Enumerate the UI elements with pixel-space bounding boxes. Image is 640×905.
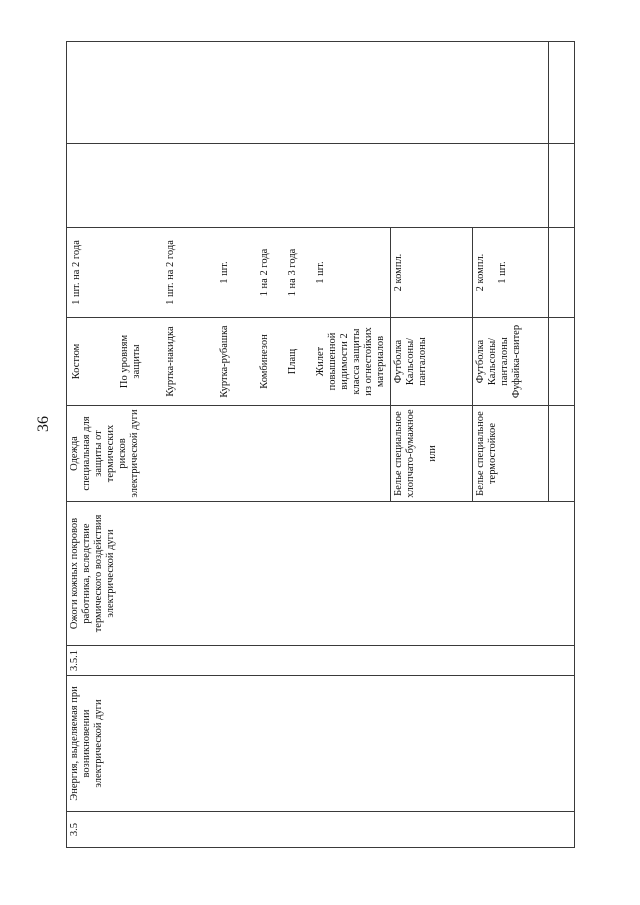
item-name: Куртка-рубашка [219,325,230,398]
underwear-items-cell [473,318,549,406]
norm-value: 1 на 3 года [287,248,298,297]
empty-cell [67,42,549,144]
row-number-cell [67,812,575,848]
underwear-type-cell [391,406,473,502]
norm-value: 1 шт. [315,261,326,284]
ppe-type-text: Одежда специальная для защиты от термических рисков электрической дуги [69,409,141,498]
underwear-type-cell [473,406,549,502]
underwear-norm-cell [473,228,549,318]
item-name: Плащ [287,348,298,375]
underwear-items: Футболка Кальсоны/панталоны [475,337,511,386]
row-number: 3.5 [69,822,80,837]
underwear-type: Белье специальное хлопчато-бумажное [393,409,417,498]
norm-value: 1 шт. на 2 года [71,240,82,305]
norm-value: 1 шт. [219,261,230,284]
empty-cell [549,42,575,144]
hazard-cell [67,676,575,812]
table-row [67,42,391,848]
empty-cell [549,144,575,228]
norms-table [66,41,575,848]
underwear-norm-cell [391,228,473,318]
costume-names-cell [67,318,391,406]
rotated-table-container [66,42,574,848]
page-number: 36 [35,416,52,432]
or-label: или [427,445,439,462]
underwear-type: Белье специальное термостойкое [475,411,499,496]
norm-value: 1 шт. на 2 года [165,240,176,305]
empty-cell [549,406,575,502]
norm-value: 1 шт. [497,261,509,284]
item-name: Куртка-накидка [165,326,176,397]
item-name: Комбинезон [259,334,270,389]
costume-norms-cell [67,228,391,318]
hazard-text: Энергия, выделяемая при возникновении электрической дуги [69,686,105,801]
underwear-items: Футболка Кальсоны/панталоны [393,337,429,386]
underwear-items: Фуфайка-свитер [511,324,523,399]
costume-name: Костюм [71,343,82,380]
empty-cell [549,228,575,318]
norm-value: 2 компл. [393,253,404,292]
sub-number-cell [67,646,575,676]
event-text: Ожоги кожных покровов работника, вследствие термического воздействия электрической дуги [69,514,117,633]
protection-levels-note: По уровням защиты [119,334,143,389]
norm-value: 1 на 2 года [259,248,270,297]
underwear-items-cell [391,318,473,406]
norm-value: 2 компл. [475,253,486,292]
item-name: Жилет повышенной видимости 2 класса защиты из огнестойких материалов [315,327,387,396]
empty-cell [67,144,549,228]
event-cell [67,502,575,646]
empty-cell [549,318,575,406]
ppe-type-cell [67,406,391,502]
sub-number: 3.5.1 [69,650,80,671]
